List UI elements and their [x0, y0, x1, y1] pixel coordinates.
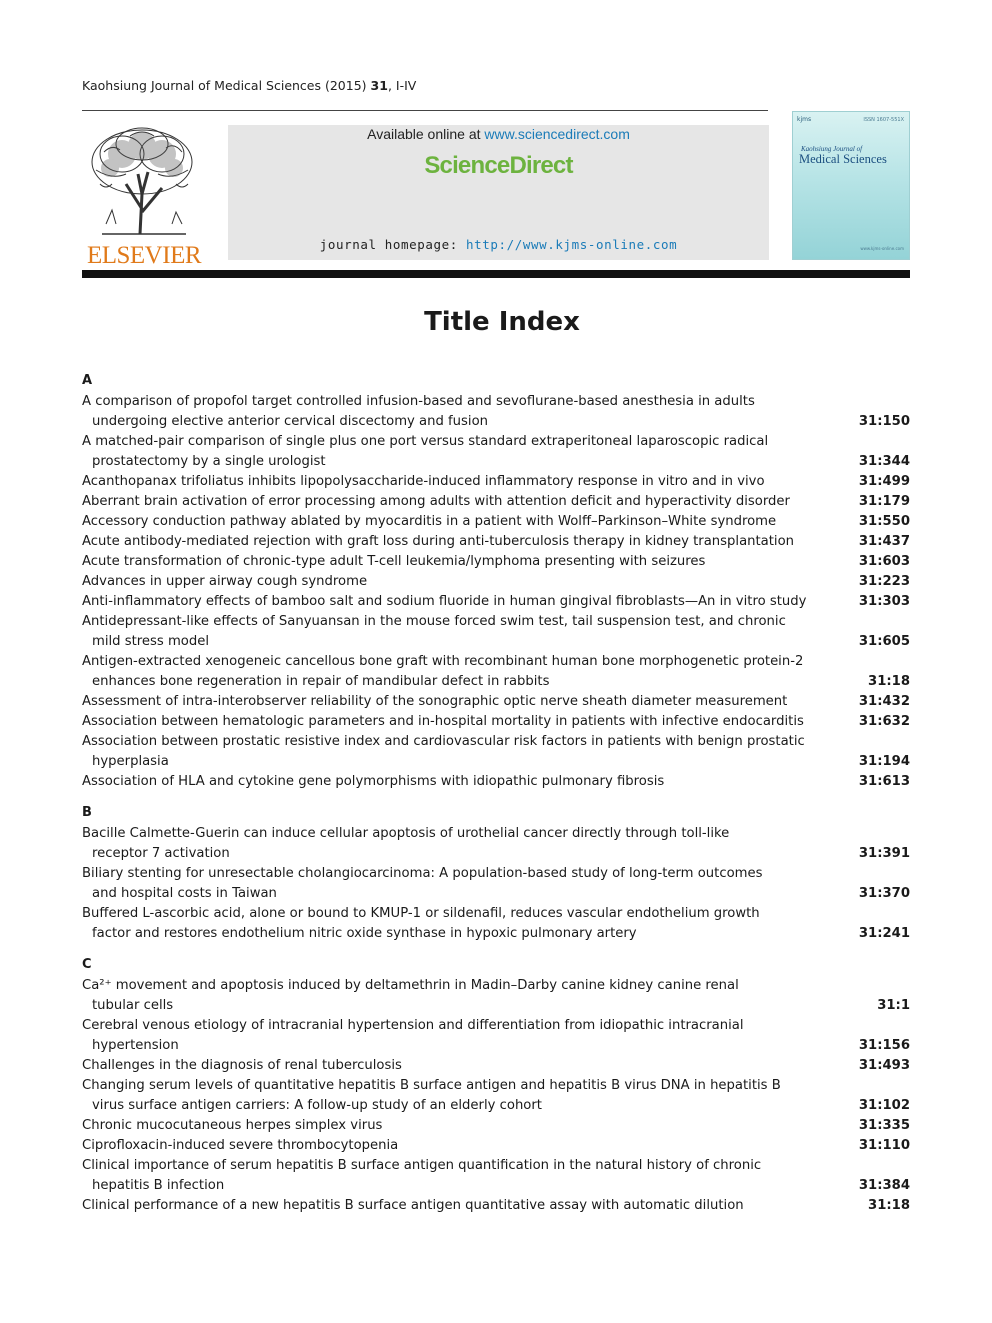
entry-title-line: Clinical importance of serum hepatitis B surface antigen quantification in the natural history of chronic: [82, 1158, 762, 1173]
index-entry[interactable]: [82, 652, 910, 692]
header-thick-rule: [82, 270, 910, 278]
entry-title-line: prostatectomy by a single urologist: [92, 454, 326, 469]
entry-title-line: Advances in upper airway cough syndrome: [82, 574, 368, 589]
entry-page-ref: 31:179: [858, 494, 910, 509]
entry-page-ref: 31:499: [858, 474, 910, 489]
available-prefix: Available online at: [367, 126, 481, 142]
index-entry[interactable]: [82, 1116, 910, 1136]
entry-title-line: Cerebral venous etiology of intracranial hypertension and differentiation from idiopathic intracranial: [82, 1018, 744, 1033]
entry-title-line: Acute antibody-mediated rejection with graft loss during anti-tuberculosis therapy in kidney transplantation: [82, 534, 795, 549]
index-entry[interactable]: [82, 532, 910, 552]
index-entry[interactable]: [82, 592, 910, 612]
entry-page-ref: 31:391: [858, 846, 910, 861]
sciencedirect-link[interactable]: www.sciencedirect.com: [484, 126, 630, 142]
entry-title-line: and hospital costs in Taiwan: [92, 886, 277, 901]
entry-page-ref: 31:344: [858, 454, 910, 469]
entry-title-line: A comparison of propofol target controlled infusion-based and sevoflurane-based anesthesia in adults: [82, 394, 755, 409]
entry-title-line: Bacille Calmette-Guerin can induce cellular apoptosis of urothelial cancer directly through toll-like: [82, 826, 730, 841]
index-section: [82, 372, 910, 792]
index-entry[interactable]: [82, 976, 910, 1016]
header-rule: [82, 110, 768, 111]
entry-title-line: virus surface antigen carriers: A follow-up study of an elderly cohort: [92, 1098, 542, 1113]
entry-title-line: hypertension: [92, 1038, 179, 1053]
elsevier-tree-icon: [82, 124, 206, 242]
entry-page-ref: 31:632: [858, 714, 910, 729]
cover-top-text: kjms: [797, 116, 812, 123]
page-title: Title Index: [424, 307, 580, 337]
index-entry[interactable]: [82, 692, 910, 712]
journal-citation: Kaohsiung Journal of Medical Sciences (2015) 31, I-IV: [82, 78, 417, 93]
entry-page-ref: 31:550: [858, 514, 910, 529]
sciencedirect-logo[interactable]: ScienceDirect: [424, 152, 573, 179]
entry-title-line: Ciprofloxacin-induced severe thrombocytopenia: [82, 1138, 399, 1153]
entry-title-line: Aberrant brain activation of error processing among adults with attention deficit and hyperactivity disorder: [82, 494, 790, 509]
entry-title-line: hepatitis B infection: [92, 1178, 225, 1193]
index-entry[interactable]: [82, 1056, 910, 1076]
entry-title-line: Clinical performance of a new hepatitis B surface antigen quantitative assay with automatic dilution: [82, 1198, 744, 1213]
entry-title-line: Changing serum levels of quantitative hepatitis B surface antigen and hepatitis B virus DNA in hepatitis B: [82, 1078, 781, 1093]
journal-cover[interactable]: [792, 111, 910, 260]
entry-title-line: Antigen-extracted xenogeneic cancellous bone graft with recombinant human bone morphogenetic protein-2: [82, 654, 804, 669]
entry-title-line: receptor 7 activation: [92, 846, 230, 861]
entry-page-ref: 31:384: [858, 1178, 910, 1193]
available-online: [228, 126, 769, 142]
entry-title-line: Antidepressant-like effects of Sanyuansan in the mouse forced swim test, tail suspension test, and chronic: [82, 614, 786, 629]
citation-journal: Kaohsiung Journal of Medical Sciences (2015): [82, 78, 367, 93]
entry-page-ref: 31:18: [868, 674, 910, 689]
entry-title-line: enhances bone regeneration in repair of mandibular defect in rabbits: [92, 674, 550, 689]
cover-foot-text: www.kjms-online.com: [860, 246, 904, 251]
entry-page-ref: 31:370: [858, 886, 910, 901]
citation-volume: 31: [370, 78, 388, 93]
section-letter: B: [82, 805, 92, 820]
elsevier-wordmark: ELSEVIER: [86, 242, 202, 269]
entry-page-ref: 31:223: [858, 574, 910, 589]
index-entry[interactable]: [82, 1016, 910, 1056]
entry-title-line: Acanthopanax trifoliatus inhibits lipopolysaccharide-induced inflammatory response in vitro and in vivo: [82, 474, 765, 489]
index-entry[interactable]: [82, 612, 910, 652]
journal-homepage: [228, 237, 769, 252]
entry-page-ref: 31:613: [858, 774, 910, 789]
index-entry[interactable]: [82, 472, 910, 492]
entry-page-ref: 31:241: [858, 926, 910, 941]
entry-page-ref: 31:437: [858, 534, 910, 549]
entry-title-line: Ca²⁺ movement and apoptosis induced by deltamethrin in Madin–Darby canine kidney canine renal: [82, 978, 739, 993]
entry-page-ref: 31:194: [858, 754, 910, 769]
entry-page-ref: 31:156: [858, 1038, 910, 1053]
entry-page-ref: 31:493: [858, 1058, 910, 1073]
homepage-link[interactable]: http://www.kjms-online.com: [466, 237, 678, 252]
entry-title-line: A matched-pair comparison of single plus one port versus standard extraperitoneal laparoscopic radical: [82, 434, 769, 449]
entry-title-line: Chronic mucocutaneous herpes simplex virus: [82, 1118, 383, 1133]
entry-page-ref: 31:335: [858, 1118, 910, 1133]
entry-title-line: Buffered L-ascorbic acid, alone or bound to KMUP-1 or sildenafil, reduces vascular endothelium growth: [82, 906, 760, 921]
entry-title-line: Anti-inflammatory effects of bamboo salt and sodium fluoride in human gingival fibroblasts—An in vitro study: [82, 594, 807, 609]
index-entry[interactable]: [82, 492, 910, 512]
index-entry[interactable]: [82, 712, 910, 732]
index-entry[interactable]: [82, 864, 910, 904]
index-entry[interactable]: [82, 572, 910, 592]
entry-page-ref: 31:303: [858, 594, 910, 609]
cover-issn: ISSN 1607-551X: [863, 117, 904, 123]
index-entry[interactable]: [82, 732, 910, 772]
section-letter: A: [82, 373, 93, 388]
index-entry[interactable]: [82, 904, 910, 944]
index-entry[interactable]: [82, 824, 910, 864]
entry-title-line: factor and restores endothelium nitric oxide synthase in hypoxic pulmonary artery: [92, 926, 637, 941]
index-section: [82, 804, 910, 944]
entry-title-line: Association between hematologic parameters and in-hospital mortality in patients with infective endocarditis: [82, 714, 804, 729]
entry-page-ref: 31:432: [858, 694, 910, 709]
section-letter: C: [82, 957, 92, 972]
entry-title-line: hyperplasia: [92, 754, 169, 769]
entry-title-line: Acute transformation of chronic-type adult T-cell leukemia/lymphoma presenting with seizures: [82, 554, 706, 569]
index-entry[interactable]: [82, 432, 910, 472]
entry-page-ref: 31:603: [858, 554, 910, 569]
entry-title-line: tubular cells: [92, 998, 174, 1013]
index-entry[interactable]: [82, 512, 910, 532]
cover-small-text: Kaohsiung Journal of: [801, 145, 863, 153]
index-entry[interactable]: [82, 552, 910, 572]
index-entry[interactable]: [82, 1136, 910, 1156]
entry-page-ref: 31:150: [858, 414, 910, 429]
entry-title-line: Challenges in the diagnosis of renal tuberculosis: [82, 1058, 402, 1073]
entry-title-line: Assessment of intra-interobserver reliability of the sonographic optic nerve sheath diameter measurement: [82, 694, 788, 709]
index-entry[interactable]: [82, 772, 910, 792]
entry-page-ref: 31:102: [858, 1098, 910, 1113]
index-entry[interactable]: [82, 392, 910, 432]
homepage-prefix: journal homepage:: [319, 237, 458, 252]
index-entry[interactable]: [82, 1076, 910, 1116]
index-entry[interactable]: [82, 1196, 910, 1216]
entry-page-ref: 31:1: [877, 998, 910, 1013]
entry-title-line: mild stress model: [92, 634, 210, 649]
citation-pages: I-IV: [395, 78, 417, 93]
entry-title-line: Accessory conduction pathway ablated by myocarditis in a patient with Wolff–Parkinson–White syndrome: [82, 514, 777, 529]
elsevier-logo[interactable]: [82, 124, 206, 269]
index-entry[interactable]: [82, 1156, 910, 1196]
journal-banner: [228, 125, 769, 260]
index-section: [82, 956, 910, 1216]
entry-title-line: Biliary stenting for unresectable cholangiocarcinoma: A population-based study of long-term outcomes: [82, 866, 763, 881]
cover-title: Medical Sciences: [799, 152, 887, 166]
entry-title-line: undergoing elective anterior cervical discectomy and fusion: [92, 414, 488, 429]
entry-page-ref: 31:18: [868, 1198, 910, 1213]
entry-page-ref: 31:110: [858, 1138, 910, 1153]
entry-title-line: Association between prostatic resistive index and cardiovascular risk factors in patients with benign prostatic: [82, 734, 805, 749]
entry-page-ref: 31:605: [858, 634, 910, 649]
entry-title-line: Association of HLA and cytokine gene polymorphisms with idiopathic pulmonary fibrosis: [82, 774, 665, 789]
title-index: [82, 372, 910, 1228]
